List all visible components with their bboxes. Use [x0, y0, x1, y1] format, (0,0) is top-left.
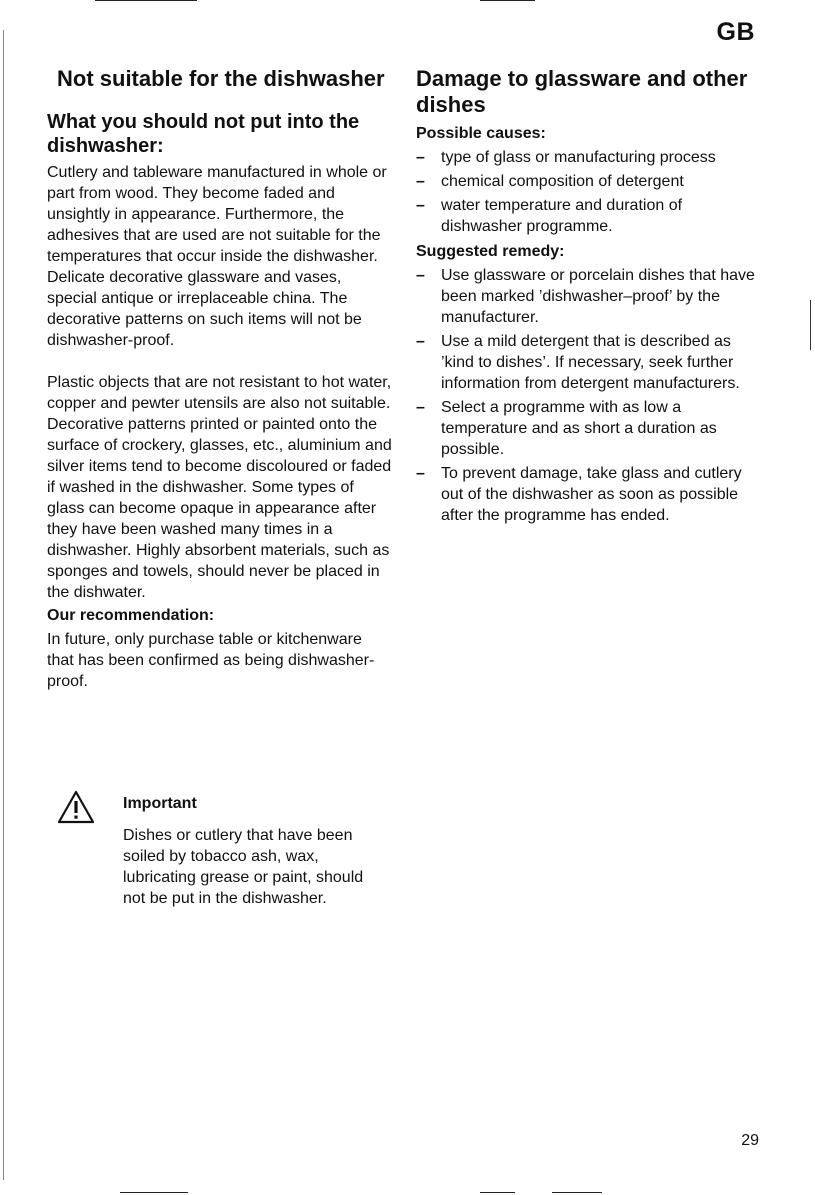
cause-text: chemical composition of detergent — [441, 173, 684, 190]
dash-bullet: – — [416, 173, 425, 190]
right-column — [416, 66, 756, 530]
important-text: Dishes or cutlery that have been soiled by tobacco ash, wax, lubricating grease or paint, should not be put in the dishwasher. — [123, 827, 364, 907]
list-item — [416, 195, 756, 237]
remedy-text: Select a programme with as low a temperature and as short a duration as possible. — [441, 399, 717, 458]
list-item — [416, 463, 756, 526]
cause-text: type of glass or manufacturing process — [441, 149, 716, 166]
list-item — [416, 331, 756, 394]
top-rule-right — [480, 0, 535, 1]
remedy-text: To prevent damage, take glass and cutlery out of the dishwasher as soon as possible after the programme has ended. — [441, 465, 742, 524]
bottom-rule-3 — [552, 1192, 602, 1193]
dash-bullet: – — [416, 197, 425, 214]
top-rule-left — [95, 0, 197, 1]
right-edge-mark — [810, 300, 811, 350]
page-number: 29 — [741, 1132, 759, 1149]
dash-bullet: – — [416, 267, 425, 284]
warning-triangle-icon — [57, 790, 95, 824]
cause-text: water temperature and duration of dishwasher programme. — [441, 197, 683, 235]
list-item — [416, 147, 756, 168]
paragraph-plastic-and-metals: Plastic objects that are not resistant to hot water, copper and pewter utensils are also not suitable. Decorative patterns printed or painted onto the surface of crockery, glasses, etc., aluminium and silver items tend to become discoloured or faded if washed in the dishwasher. Some types of glass can become opaque in appearance after they have been washed many times in a dishwasher. Highly absorbent materials, such as sponges and towels, should never be placed in the dishwater. — [47, 374, 392, 601]
list-item — [416, 265, 756, 328]
causes-list — [416, 147, 756, 237]
paragraph-wood-and-china: Cutlery and tableware manufactured in whole or part from wood. They become faded and unsightly in appearance. Furthermore, the adhesives that are used are not suitable for the temperatures that occur inside the dishwasher. Delicate decorative glassware and vases, special antique or irreplaceable china. The decorative patterns on such items will not be dishwasher-proof. — [47, 164, 387, 349]
section-title-not-suitable: Not suitable for the dishwasher — [57, 66, 385, 91]
list-item — [416, 397, 756, 460]
question-heading: What you should not put into the dishwasher: — [47, 111, 360, 157]
remedy-text: Use a mild detergent that is described as ’kind to dishes’. If necessary, seek further information from detergent manufacturers. — [441, 333, 740, 392]
left-edge-line — [3, 30, 4, 1180]
remedy-heading: Suggested remedy: — [416, 243, 565, 260]
list-item — [416, 171, 756, 192]
dash-bullet: – — [416, 149, 425, 166]
language-code: GB — [716, 18, 755, 46]
recommendation-heading: Our recommendation: — [47, 607, 215, 624]
dash-bullet: – — [416, 333, 425, 350]
bottom-rule-2 — [480, 1192, 515, 1193]
section-title-damage: Damage to glassware and other dishes — [416, 66, 748, 117]
remedy-text: Use glassware or porcelain dishes that have been marked ’dishwasher–proof’ by the manufacturer. — [441, 267, 755, 326]
bottom-rule-1 — [120, 1192, 188, 1193]
dash-bullet: – — [416, 465, 425, 482]
important-title: Important — [123, 795, 197, 812]
remedies-list — [416, 265, 756, 526]
left-column — [47, 66, 392, 692]
causes-heading: Possible causes: — [416, 125, 546, 142]
recommendation-text: In future, only purchase table or kitchenware that has been confirmed as being dishwasher-proof. — [47, 631, 375, 690]
dash-bullet: – — [416, 399, 425, 416]
